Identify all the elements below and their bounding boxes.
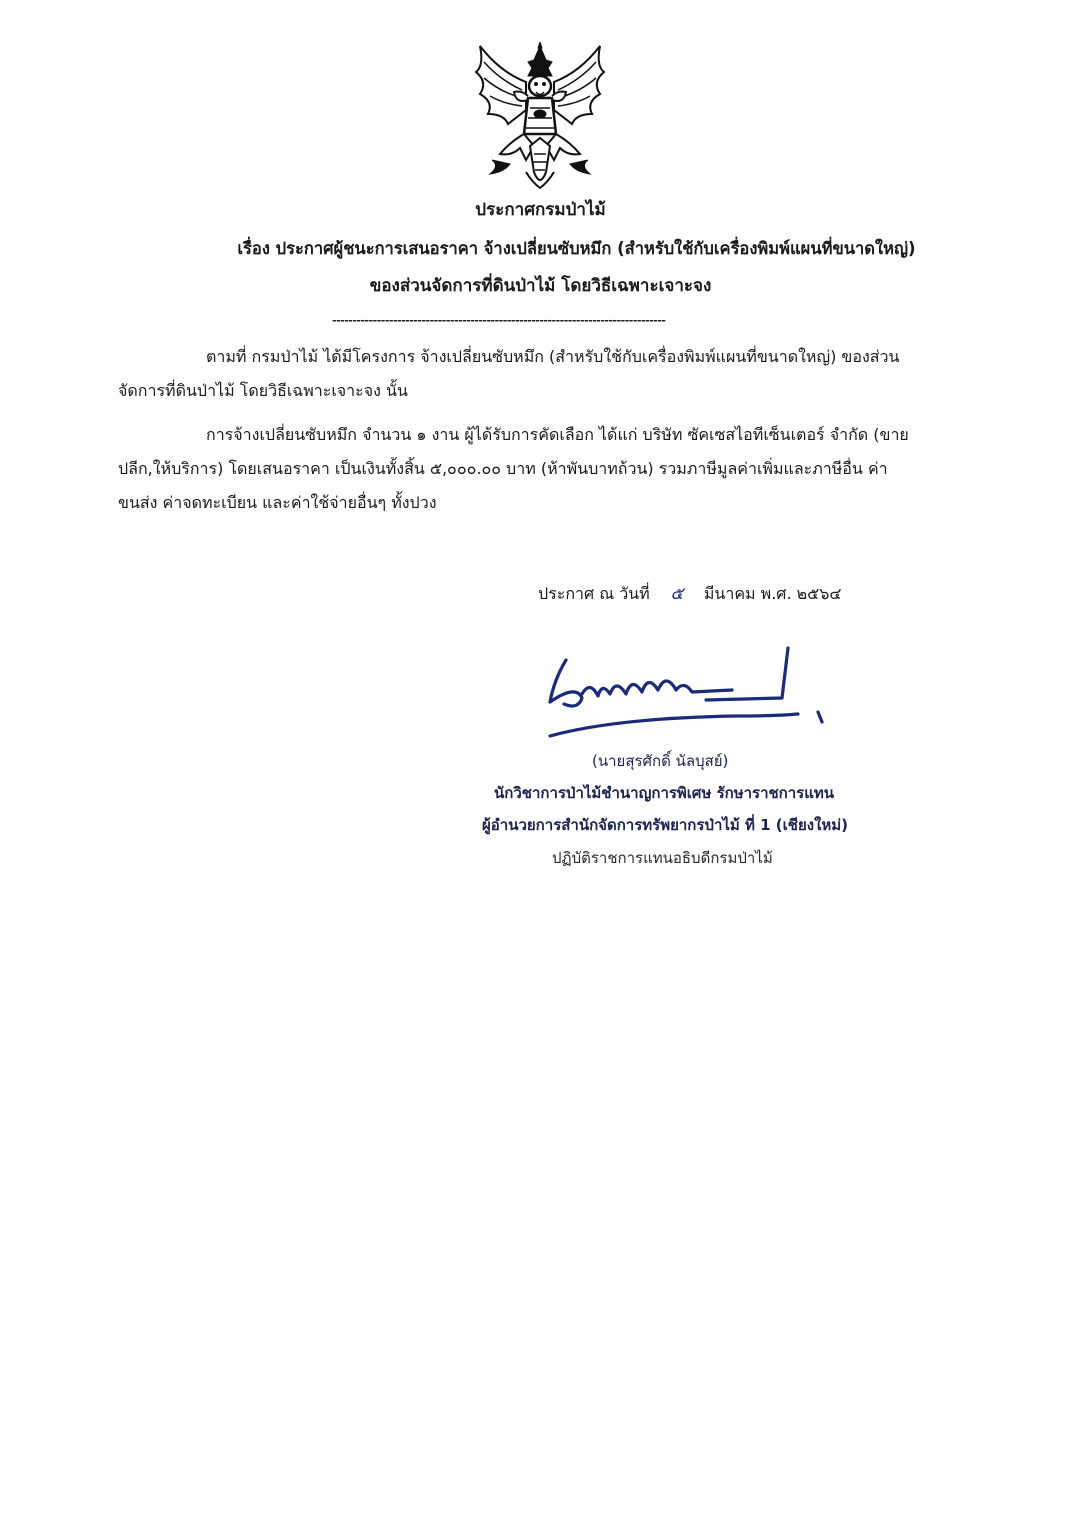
date-suffix: มีนาคม พ.ศ. ๒๕๖๔ [703,584,842,603]
date-day: ๕ [670,584,684,604]
signatory-position-3: ปฏิบัติราชการแทนอธิบดีกรมป่าไม้ [552,849,773,867]
announcement-date [538,580,842,607]
garuda-emblem-icon [470,42,610,190]
subject-line-2: ของส่วนจัดการที่ดินป่าไม้ โดยวิธีเฉพาะเจาะจง [369,276,712,296]
signatory-position-1: นักวิชาการป่าไม้ชำนาญการพิเศษ รักษาราชการแทน [494,784,835,802]
paragraph-1-line-1: ตามที่ กรมป่าไม้ ได้มีโครงการ จ้างเปลี่ยนซับหมึก (สำหรับใช้กับเครื่องพิมพ์แผนที่ขนาดใหญ่) ของส่วน [206,347,900,366]
paragraph-1-line-2: จัดการที่ดินป่าไม้ โดยวิธีเฉพาะเจาะจง นั้น [118,381,408,400]
separator-line: ---------------------------------------------------------------------------------- [332,314,666,327]
handwritten-signature [536,640,836,750]
signatory-position-2: ผู้อำนวยการสำนักจัดการทรัพยากรป่าไม้ ที่ 1 (เชียงใหม่) [482,816,849,834]
paragraph-2-line-3: ขนส่ง ค่าจดทะเบียน และค่าใช้จ่ายอื่นๆ ทั้งปวง [118,493,437,512]
subject-line-1: เรื่อง ประกาศผู้ชนะการเสนอราคา จ้างเปลี่ยนซับหมึก (สำหรับใช้กับเครื่องพิมพ์แผนที่ขนาดใหญ่) [237,239,916,258]
date-prefix: ประกาศ ณ วันที่ [538,584,650,603]
paragraph-2-line-2: ปลีก,ให้บริการ) โดยเสนอราคา เป็นเงินทั้งสิ้น ๕,๐๐๐.๐๐ บาท (ห้าพันบาทถ้วน) รวมภาษีมูลค่าเพิ่มและภาษีอื่น ค่า [118,459,888,478]
signatory-name: (นายสุรศักดิ์ นัลบุสย์) [592,752,729,770]
paragraph-2-line-1: การจ้างเปลี่ยนซับหมึก จำนวน ๑ งาน ผู้ได้รับการคัดเลือก ได้แก่ บริษัท ซัคเซสไอทีเซ็นเตอร์ จำกัด (ขาย [206,425,909,444]
issuing-organization: ประกาศกรมป่าไม้ [475,200,606,220]
